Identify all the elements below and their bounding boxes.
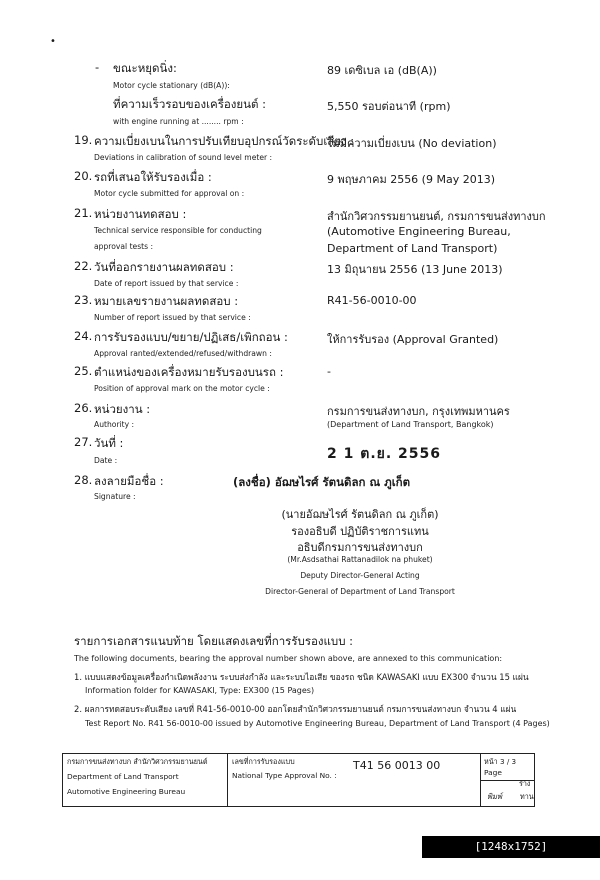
row-label-th: ความเบี่ยงเบนในการปรับเทียบอุปกรณ์วัดระดับเสียง :	[94, 134, 355, 148]
row-label-en: Deviations in calibration of sound level meter :	[94, 153, 273, 162]
row-number: 23.	[74, 293, 93, 307]
row-label-en: with engine running at ........ rpm :	[113, 117, 244, 126]
signatory-position-en: Deputy Director-General Acting	[300, 571, 420, 580]
row-label-th: วันที่ออกรายงานผลทดสอบ :	[94, 260, 234, 274]
row-label-th: หน่วยงาน :	[94, 402, 151, 416]
row-label-th: ตำแหน่งของเครื่องหมายรับรองบนรถ :	[94, 365, 284, 379]
stray-mark: •	[50, 36, 56, 47]
row-label-th: การรับรองแบบ/ขยาย/ปฏิเสธ/เพิกถอน :	[94, 330, 288, 344]
row-label-en: Technical service responsible for conducting	[94, 226, 262, 235]
row-value: 9 พฤษภาคม 2556 (9 May 2013)	[327, 173, 495, 186]
row-label-th: ขณะหยุดนิ่ง:	[113, 61, 177, 75]
row-value: 13 มิถุนายน 2556 (13 June 2013)	[327, 263, 503, 276]
footer-approval-th: เลขที่การรับรองแบบ	[232, 757, 295, 766]
row-label-en: Motor cycle stationary (dB(A)):	[113, 81, 230, 90]
signature-line: (ลงชื่อ) อัฌษไรศ์ รัตนดิลก ณ ภูเก็ต	[233, 475, 411, 489]
row-label-en: approval tests :	[94, 242, 154, 251]
footer-initials: ร่าง	[519, 779, 531, 788]
signatory-name-th: (นายอัฌษไรศ์ รัตนดิลก ณ ภูเก็ต)	[281, 508, 439, 521]
signatory-dept-en: Director-General of Department of Land Transport	[265, 587, 455, 596]
annex-item-th: 2. ผลการทดสอบระดับเสียง เลขที่ R41-56-0010-00 ออกโดยสำนักวิศวกรรมยานยนต์ กรมการขนส่งทางบก จำนวน 4 แผ่น	[74, 704, 517, 714]
row-value: กรมการขนส่งทางบก, กรุงเทพมหานคร	[327, 405, 510, 418]
annex-heading-en: The following documents, bearing the approval number shown above, are annexed to this communication:	[74, 654, 503, 663]
row-number: 26.	[74, 401, 93, 415]
row-number: 19.	[74, 133, 93, 147]
row-number: 22.	[74, 259, 93, 273]
row-number: 27.	[74, 435, 93, 449]
row-label-en: Date :	[94, 456, 118, 465]
footer-box	[62, 753, 535, 807]
watermark: [1248x1752] http://upic.me/	[422, 836, 600, 858]
row-label-en: Authority :	[94, 420, 135, 429]
footer-org-th: กรมการขนส่งทางบก สำนักวิศวกรรมยานยนต์	[67, 757, 208, 766]
row-value: (Department of Land Transport, Bangkok)	[327, 420, 494, 429]
footer-org-en: Department of Land Transport	[67, 772, 179, 781]
row-number: 20.	[74, 169, 93, 183]
annex-item-en: Information folder for KAWASAKI, Type: EX300 (15 Pages)	[85, 686, 315, 695]
footer-page-en: Page	[484, 768, 502, 777]
row-value: ให้การรับรอง (Approval Granted)	[327, 333, 499, 346]
row-label-th: ลงลายมือชื่อ :	[94, 474, 164, 488]
row-label-th: หมายเลขรายงานผลทดสอบ :	[94, 294, 239, 308]
row-value: 5,550 รอบต่อนาที (rpm)	[327, 100, 451, 113]
row-number: 25.	[74, 364, 93, 378]
row-label-en: Signature :	[94, 492, 136, 501]
footer-approval-en: National Type Approval No. :	[232, 771, 337, 780]
row-label-en: Number of report issued by that service :	[94, 313, 251, 322]
row-value: Department of Land Transport)	[327, 242, 498, 255]
footer-initials: ทาน	[520, 792, 534, 801]
annex-item-en: Test Report No. R41 56-0010-00 issued by Automotive Engineering Bureau, Department of Land Transport (4 Pages)	[85, 719, 550, 728]
row-number: 24.	[74, 329, 93, 343]
row-value: 89 เดซิเบล เอ (dB(A))	[327, 64, 437, 77]
row-label-en: Motor cycle submitted for approval on :	[94, 189, 245, 198]
row-number: 21.	[74, 206, 93, 220]
signatory-dept-th: อธิบดีกรมการขนส่งทางบก	[297, 541, 423, 554]
row-value: R41-56-0010-00	[327, 294, 417, 307]
footer-page-th: หน้า 3 / 3	[484, 757, 517, 766]
annex-heading-th: รายการเอกสารแนบท้าย โดยแสดงเลขที่การรับรองแบบ :	[74, 634, 354, 648]
row-label-th: วันที่ :	[94, 436, 124, 450]
footer-approval-number: T41 56 0013 00	[353, 759, 441, 772]
row-value: สำนักวิศวกรรมยานยนต์, กรมการขนส่งทางบก	[327, 210, 546, 223]
row-label-th: ที่ความเร็วรอบของเครื่องยนต์ :	[113, 97, 267, 111]
footer-org-en: Automotive Engineering Bureau	[67, 787, 186, 796]
row-label-en: Date of report issued by that service :	[94, 279, 239, 288]
row-label-th: รถที่เสนอให้รับรองเมื่อ :	[94, 170, 212, 184]
footer-divider	[227, 754, 228, 806]
row-value: (Automotive Engineering Bureau,	[327, 225, 511, 238]
row-number: 28.	[74, 473, 93, 487]
annex-item-th: 1. แบบแสดงข้อมูลเครื่องกำเนิดพลังงาน ระบบส่งกำลัง และระบบไอเสีย ของรถ ชนิด KAWASAKI แบบ EX300 จำนวน 15 แผ่น	[74, 672, 529, 682]
row-value: ไม่มีความเบี่ยงเบน (No deviation)	[327, 137, 497, 150]
signatory-position-th: รองอธิบดี ปฏิบัติราชการแทน	[291, 525, 429, 538]
row-label-en: Position of approval mark on the motor cycle :	[94, 384, 270, 393]
row-label-en: Approval ranted/extended/refused/withdrawn :	[94, 349, 272, 358]
row-value: -	[327, 365, 331, 378]
footer-initials: พิมพ์	[487, 792, 503, 801]
signatory-name-en: (Mr.Asdsathai Rattanadilok na phuket)	[287, 555, 433, 564]
date-stamp: 2 1 ต.ย. 2556	[327, 446, 442, 462]
row-marker: -	[95, 60, 100, 74]
row-label-th: หน่วยงานทดสอบ :	[94, 207, 187, 221]
